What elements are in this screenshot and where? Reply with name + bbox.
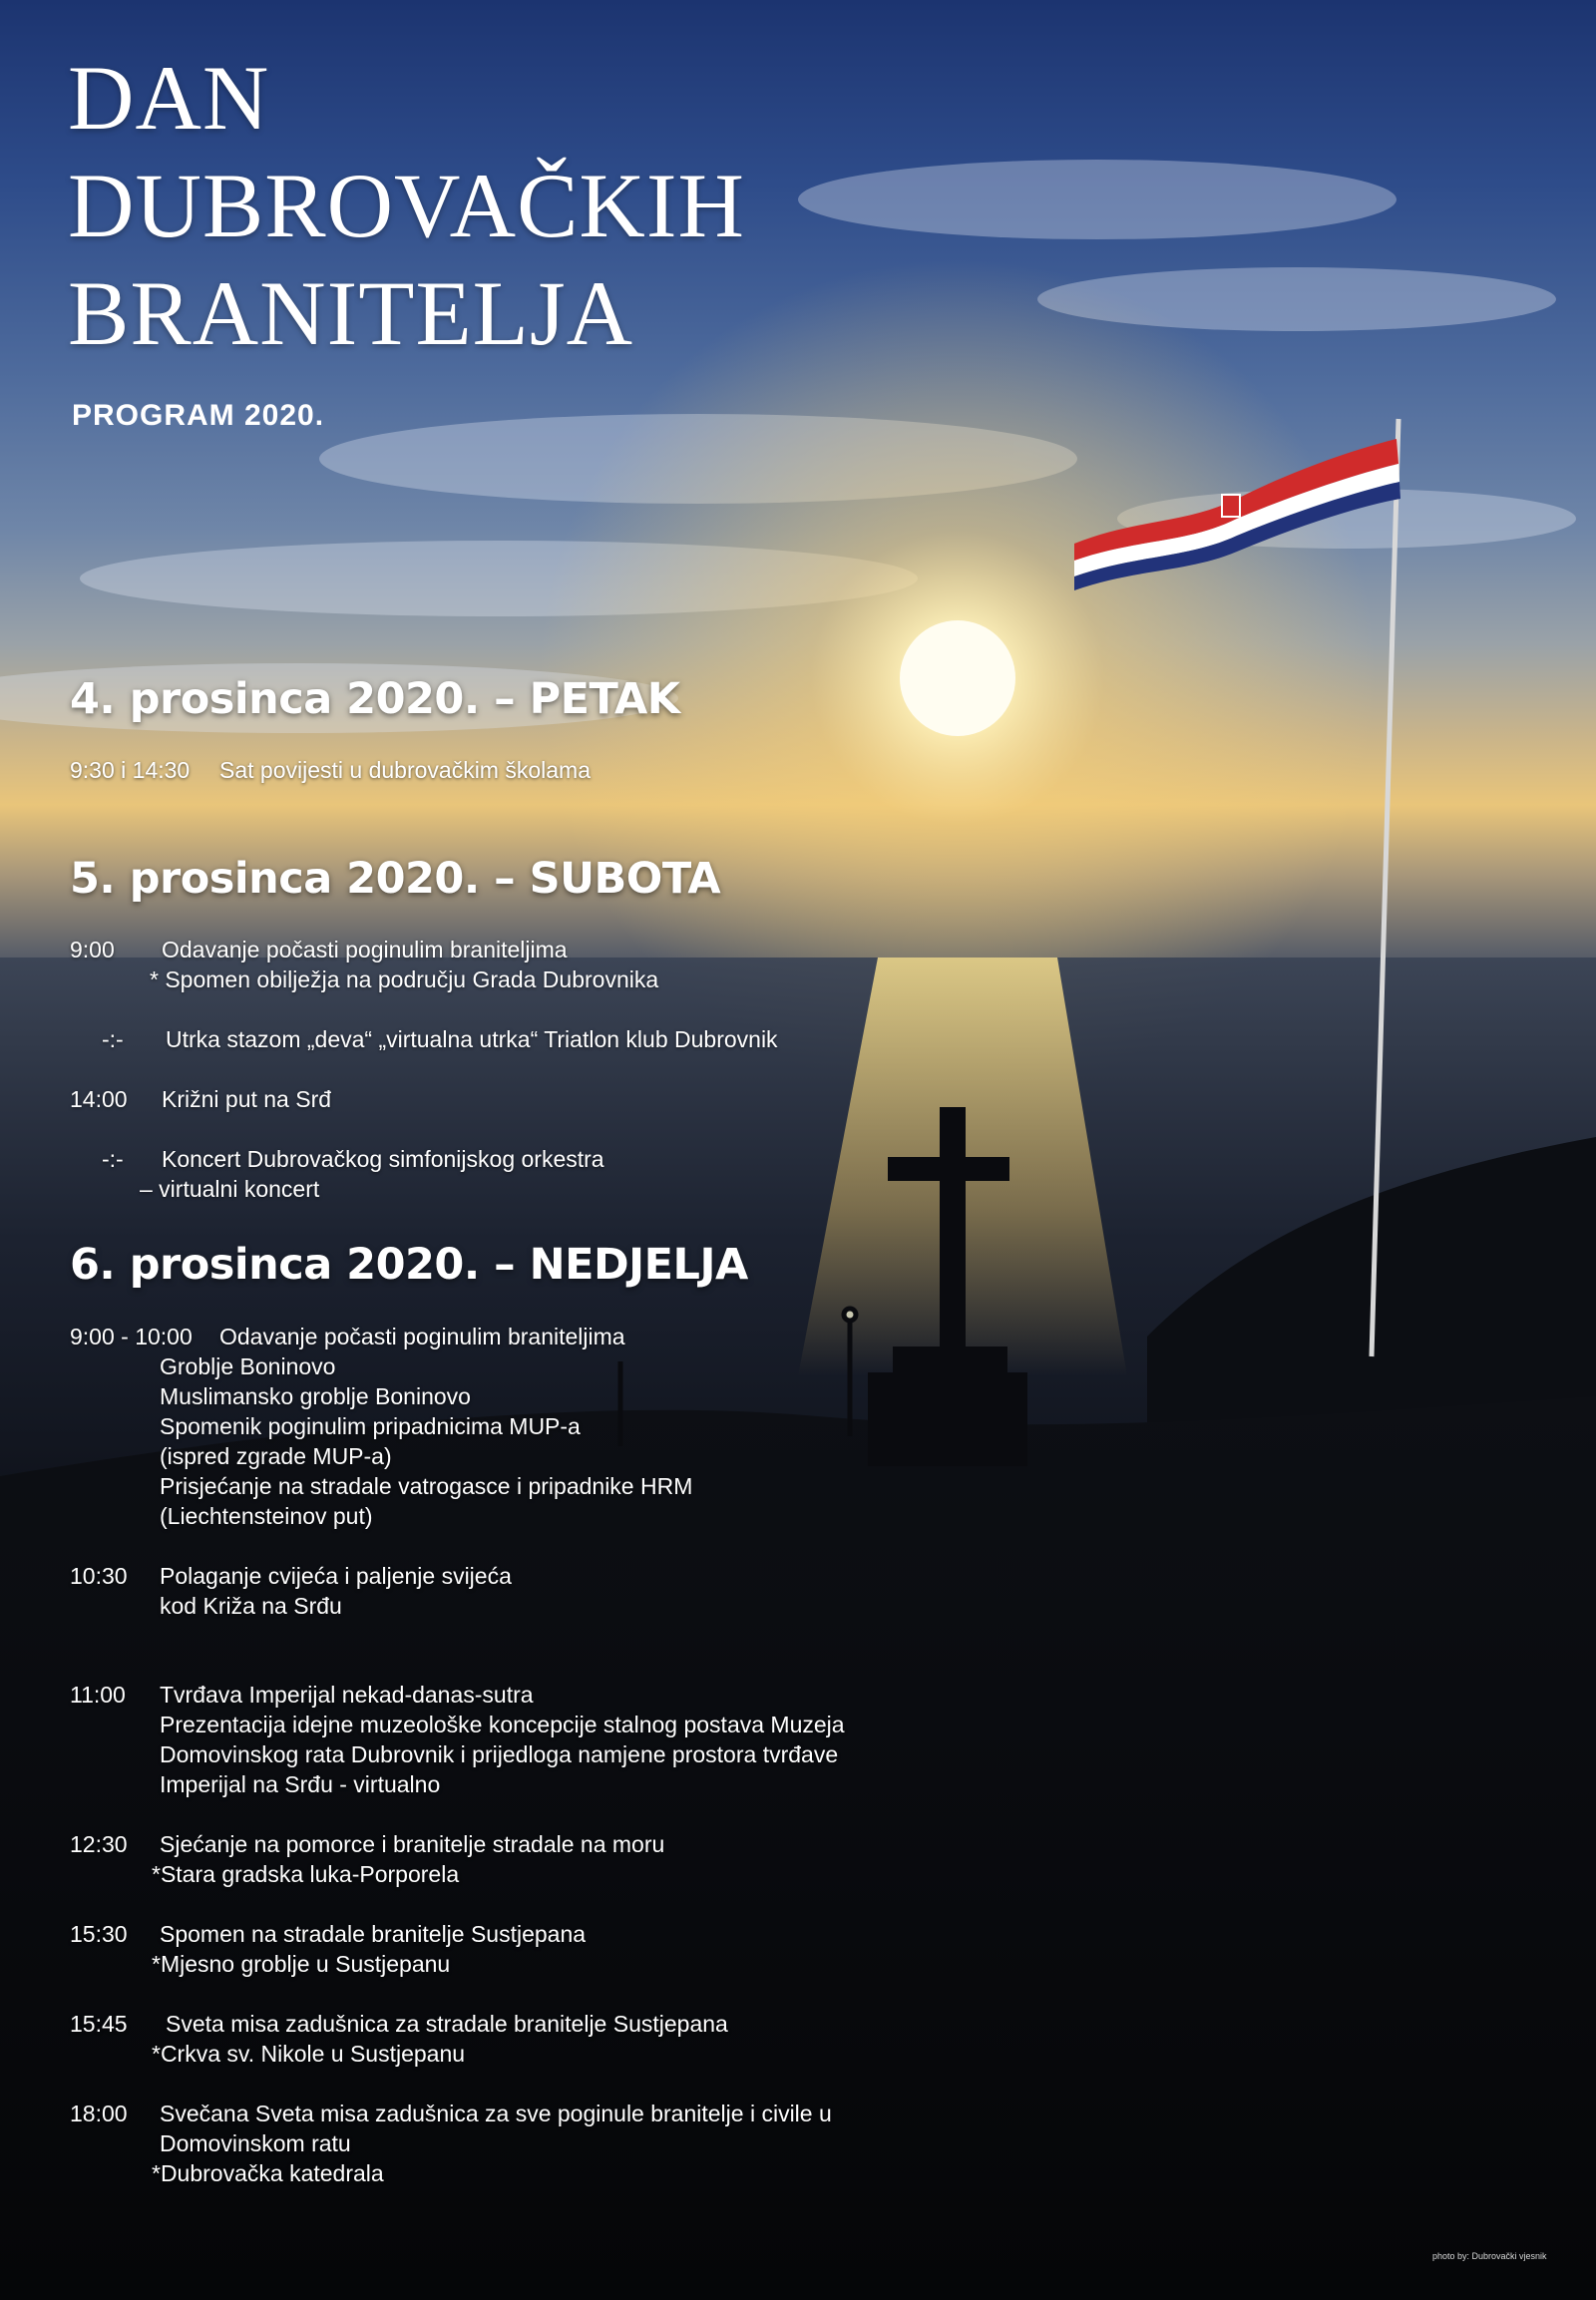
day-heading-subota: 5. prosinca 2020. – SUBOTA xyxy=(70,854,721,904)
title-line-3: BRANITELJA xyxy=(68,262,634,364)
event-location: Groblje Boninovo xyxy=(160,1353,336,1379)
event-text: Sveta misa zadušnica za stradale branitelje Sustjepana xyxy=(166,2011,728,2037)
photo-credit: photo by: Dubrovački vjesnik xyxy=(1432,2251,1547,2261)
time-label: 18:00 xyxy=(70,2101,128,2126)
event-location: *Mjesno groblje u Sustjepanu xyxy=(152,1951,451,1977)
event-text: Domovinskog rata Dubrovnik i prijedloga namjene prostora tvrđave xyxy=(160,1741,839,1767)
time-label: 9:00 - 10:00 xyxy=(70,1324,193,1349)
time-label: 12:30 xyxy=(70,1831,128,1857)
title-line-1: DAN xyxy=(68,47,270,149)
event-text: Polaganje cvijeća i paljenje svijeća xyxy=(160,1563,512,1589)
event-location: Muslimansko groblje Boninovo xyxy=(160,1383,471,1409)
day-heading-petak: 4. prosinca 2020. – PETAK xyxy=(70,674,680,724)
program-subtitle: PROGRAM 2020. xyxy=(72,399,325,432)
sun xyxy=(900,620,1015,736)
time-label: 11:00 xyxy=(70,1682,126,1708)
event-text: Sjećanje na pomorce i branitelje stradale na moru xyxy=(160,1831,665,1857)
time-label: 15:30 xyxy=(70,1921,128,1947)
event-location: *Crkva sv. Nikole u Sustjepanu xyxy=(152,2041,466,2067)
event-location: Prisjećanje na stradale vatrogasce i pripadnike HRM xyxy=(160,1473,693,1499)
event-location: (Liechtensteinov put) xyxy=(160,1503,373,1529)
event-text: Spomen na stradale branitelje Sustjepana xyxy=(160,1921,587,1947)
event-text: – virtualni koncert xyxy=(140,1176,320,1202)
event-text: Križni put na Srđ xyxy=(162,1086,332,1112)
time-label: 9:30 i 14:30 xyxy=(70,757,191,783)
event-location: Spomenik poginulim pripadnicima MUP-a xyxy=(160,1413,581,1439)
time-label: 9:00 xyxy=(70,937,115,962)
event-text: Sat povijesti u dubrovačkim školama xyxy=(219,757,591,783)
event-location: * Spomen obilježja na području Grada Dubrovnika xyxy=(150,966,659,992)
time-label: -:- xyxy=(102,1146,124,1172)
event-text: Tvrđava Imperijal nekad-danas-sutra xyxy=(160,1682,534,1708)
day-heading-nedjelja: 6. prosinca 2020. – NEDJELJA xyxy=(70,1240,748,1290)
event-text: Utrka stazom „deva“ „virtualna utrka“ Triatlon klub Dubrovnik xyxy=(166,1026,778,1052)
event-text: Prezentacija idejne muzeološke koncepcije stalnog postava Muzeja xyxy=(160,1712,845,1737)
event-location: kod Križa na Srđu xyxy=(160,1593,342,1619)
event-text: Odavanje počasti poginulim braniteljima xyxy=(162,937,568,962)
event-text: Koncert Dubrovačkog simfonijskog orkestra xyxy=(162,1146,604,1172)
time-label: 14:00 xyxy=(70,1086,128,1112)
event-location: (ispred zgrade MUP-a) xyxy=(160,1443,392,1469)
event-text: Svečana Sveta misa zadušnica za sve poginule branitelje i civile u xyxy=(160,2101,832,2126)
event-text: Odavanje počasti poginulim braniteljima xyxy=(219,1324,625,1349)
time-label: 10:30 xyxy=(70,1563,128,1589)
event-location: *Stara gradska luka-Porporela xyxy=(152,1861,460,1887)
time-label: -:- xyxy=(102,1026,124,1052)
time-label: 15:45 xyxy=(70,2011,128,2037)
event-location: *Dubrovačka katedrala xyxy=(152,2160,384,2186)
title-line-2: DUBROVAČKIH xyxy=(68,155,745,256)
event-text: Imperijal na Srđu - virtualno xyxy=(160,1771,441,1797)
event-text: Domovinskom ratu xyxy=(160,2130,351,2156)
